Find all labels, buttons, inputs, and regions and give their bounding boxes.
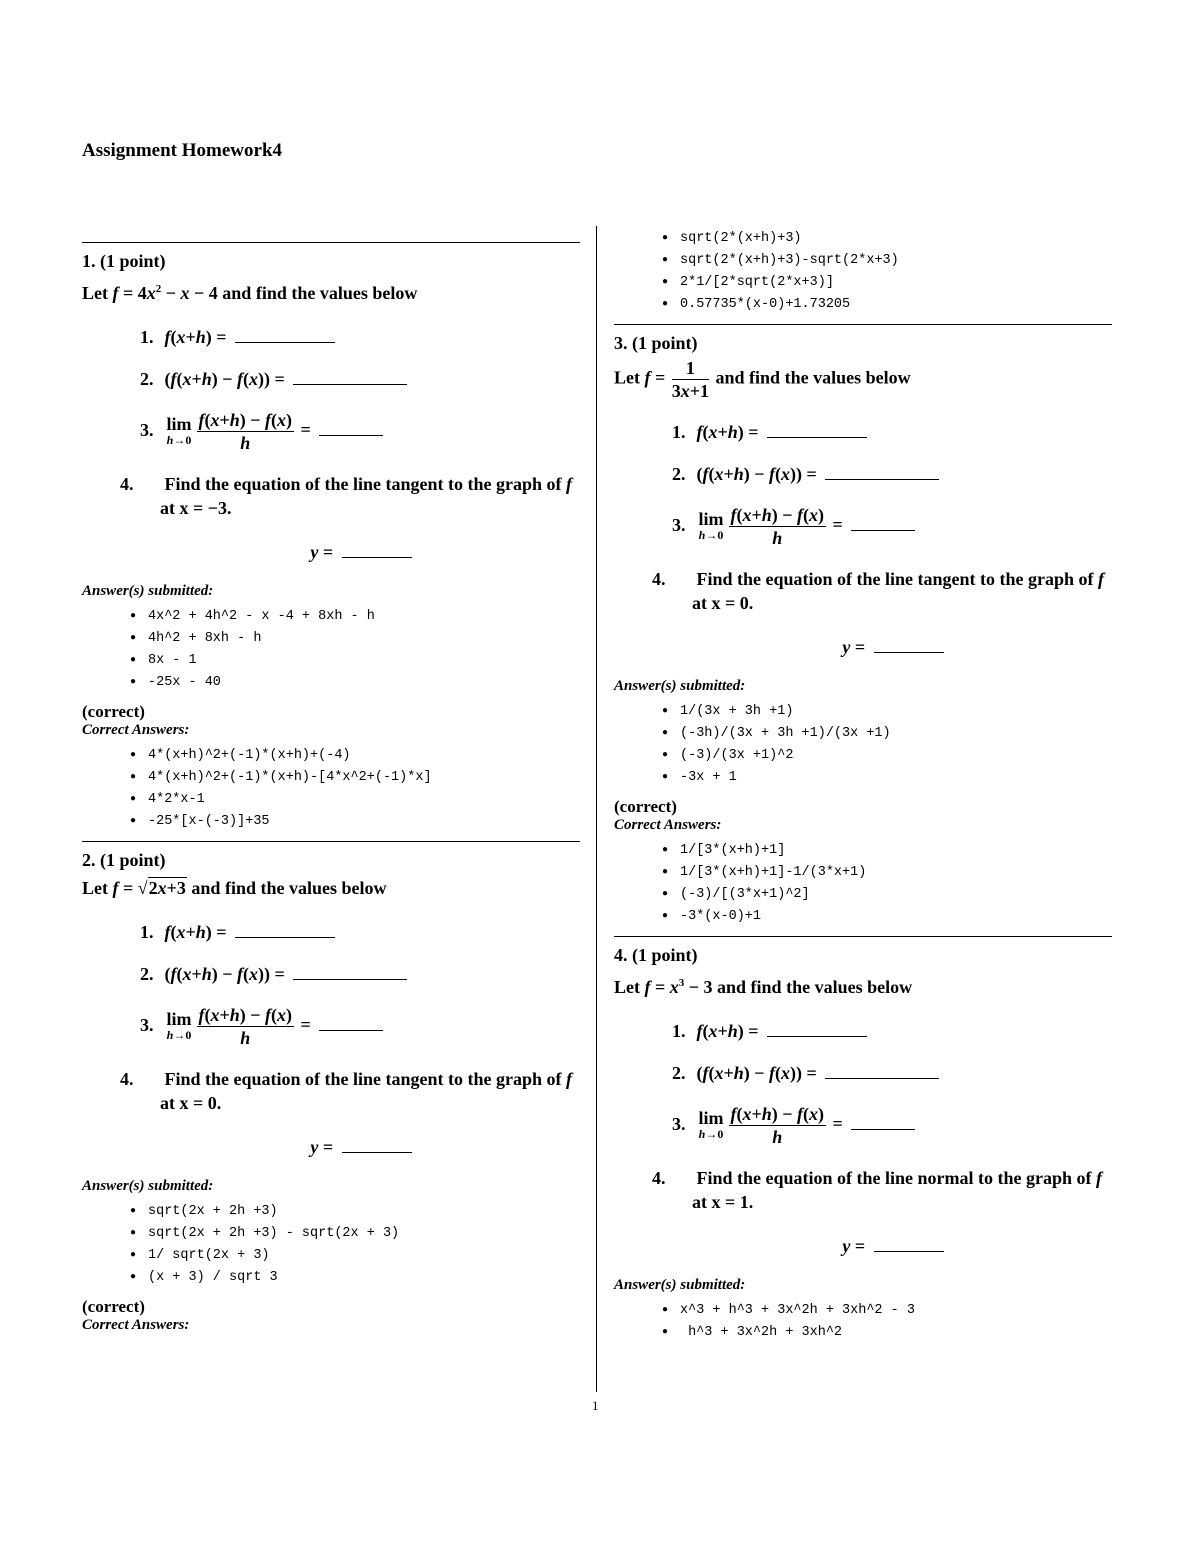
correct-answer: ● 1/[3*(x+h)+1] <box>662 840 1112 862</box>
submitted-answer: ● 4h^2 + 8xh - h <box>130 628 580 650</box>
part-2: 2. (f(x+h) − f(x)) = <box>140 962 580 986</box>
problem-header: 2. (1 point) <box>82 850 166 870</box>
column-divider <box>596 226 597 1392</box>
answer-blank <box>767 436 867 438</box>
submitted-answer: ● h^3 + 3x^2h + 3xh^2 <box>662 1322 1112 1344</box>
part-4: 4. Find the equation of the line tangent to the graph of f at x = −3. <box>120 474 573 518</box>
correct-answer: ● (-3)/[(3*x+1)^2] <box>662 884 1112 906</box>
correct-answer: ● -25*[x-(-3)]+35 <box>130 811 580 833</box>
status-label: (correct) <box>82 1297 145 1316</box>
submitted-answer: ● sqrt(2x + 2h +3) - sqrt(2x + 3) <box>130 1223 580 1245</box>
submitted-answer: ● sqrt(2x + 2h +3) <box>130 1201 580 1223</box>
correct-answer: ● 0.57735*(x-0)+1.73205 <box>662 294 1112 316</box>
correct-answers <box>614 228 1112 316</box>
part-1: 1. f(x+h) = <box>140 325 580 349</box>
correct-heading: Correct Answers: <box>614 817 722 833</box>
problem-2 <box>82 841 580 1334</box>
answer-blank <box>851 529 915 531</box>
correct-answer: ● sqrt(2*(x+h)+3) <box>662 228 1112 250</box>
part-3: 3. lim h→0 $\frac{f(x+h) - f(x)}{h}$ = <box>672 1103 1112 1148</box>
submitted-heading: Answer(s) submitted: <box>614 1277 746 1293</box>
submitted-answers <box>614 1300 1112 1344</box>
correct-answer: ● 4*(x+h)^2+(-1)*(x+h)+(-4) <box>130 745 580 767</box>
page-title: Assignment Homework4 <box>82 140 283 161</box>
correct-answers <box>614 840 1112 928</box>
y-answer-line: y = <box>82 1137 580 1158</box>
status-label: (correct) <box>82 702 145 721</box>
answer-blank <box>825 478 939 480</box>
correct-answer: ● sqrt(2*(x+h)+3)-sqrt(2*x+3) <box>662 250 1112 272</box>
y-answer-line: y = <box>82 542 580 563</box>
part-4: 4. Find the equation of the line tangent to the graph of f at x = 0. <box>120 1069 573 1113</box>
correct-answer: ● -3*(x-0)+1 <box>662 906 1112 928</box>
submitted-answers <box>614 701 1112 789</box>
answer-blank <box>319 434 383 436</box>
page-number: 1 <box>592 1398 599 1413</box>
correct-heading: Correct Answers: <box>82 1317 190 1333</box>
correct-answer: ● 2*1/[2*sqrt(2*x+3)] <box>662 272 1112 294</box>
submitted-answer: ● x^3 + h^3 + 3x^2h + 3xh^2 - 3 <box>662 1300 1112 1322</box>
submitted-answer: ● 1/(3x + 3h +1) <box>662 701 1112 723</box>
answer-blank <box>767 1035 867 1037</box>
problem-statement: Let $f = x^3 - 3$ and find the values below <box>614 977 913 997</box>
correct-answer: ● 4*2*x-1 <box>130 789 580 811</box>
question-parts <box>82 920 580 1115</box>
answer-blank <box>293 978 407 980</box>
submitted-answers <box>82 606 580 694</box>
part-2: 2. (f(x+h) − f(x)) = <box>140 367 580 391</box>
answer-blank <box>851 1128 915 1130</box>
problem-3 <box>614 324 1112 928</box>
problem-4 <box>614 936 1112 1344</box>
submitted-heading: Answer(s) submitted: <box>614 678 746 694</box>
correct-answers <box>82 745 580 833</box>
part-1: 1. f(x+h) = <box>672 420 1112 444</box>
problem-header: 3. (1 point) <box>614 333 698 353</box>
problem-statement: Let f = $\frac{1}{3x+1}$ and find the values below <box>614 358 911 401</box>
part-4: 4. Find the equation of the line tangent to the graph of f at x = 0. <box>652 569 1105 613</box>
part-3: 3. lim h→0 $\frac{f(x+h) - f(x)}{h}$ = <box>672 504 1112 549</box>
status-label: (correct) <box>614 797 677 816</box>
question-parts <box>614 420 1112 615</box>
answer-blank <box>293 383 407 385</box>
submitted-answer: ● 4x^2 + 4h^2 - x -4 + 8xh - h <box>130 606 580 628</box>
question-parts <box>82 325 580 520</box>
y-answer-line: y = <box>614 1236 1112 1257</box>
submitted-answer: ● -3x + 1 <box>662 767 1112 789</box>
submitted-heading: Answer(s) submitted: <box>82 583 214 599</box>
submitted-answer: ● (x + 3) / sqrt 3 <box>130 1267 580 1289</box>
submitted-answer: ● (-3)/(3x +1)^2 <box>662 745 1112 767</box>
problem-statement: Let $f = 4x^2 - x - 4$ and find the values below <box>82 283 418 303</box>
right-column <box>614 228 1112 1344</box>
part-1: 1. f(x+h) = <box>672 1019 1112 1043</box>
answer-blank <box>235 341 335 343</box>
part-2: 2. (f(x+h) − f(x)) = <box>672 462 1112 486</box>
problem-header: 1. (1 point) <box>82 251 166 271</box>
correct-answer: ● 4*(x+h)^2+(-1)*(x+h)-[4*x^2+(-1)*x] <box>130 767 580 789</box>
question-parts <box>614 1019 1112 1214</box>
correct-answer: ● 1/[3*(x+h)+1]-1/(3*x+1) <box>662 862 1112 884</box>
problem-statement: Let f = √2x+3 and find the values below <box>82 878 387 898</box>
submitted-answers <box>82 1201 580 1289</box>
answer-blank <box>235 936 335 938</box>
part-2: 2. (f(x+h) − f(x)) = <box>672 1061 1112 1085</box>
correct-heading: Correct Answers: <box>82 722 190 738</box>
submitted-answer: ● (-3h)/(3x + 3h +1)/(3x +1) <box>662 723 1112 745</box>
answer-blank <box>319 1029 383 1031</box>
problem-header: 4. (1 point) <box>614 945 698 965</box>
part-3: 3. lim h→0 $\frac{f(x+h) - f(x)}{h}$ = <box>140 409 580 454</box>
y-answer-line: y = <box>614 637 1112 658</box>
submitted-heading: Answer(s) submitted: <box>82 1178 214 1194</box>
submitted-answer: ● -25x - 40 <box>130 672 580 694</box>
submitted-answer: ● 8x - 1 <box>130 650 580 672</box>
answer-blank <box>825 1077 939 1079</box>
part-4: 4. Find the equation of the line normal to the graph of f at x = 1. <box>652 1168 1103 1212</box>
part-1: 1. f(x+h) = <box>140 920 580 944</box>
left-column <box>82 228 580 1334</box>
part-3: 3. lim h→0 $\frac{f(x+h) - f(x)}{h}$ = <box>140 1004 580 1049</box>
problem-1 <box>82 242 580 833</box>
submitted-answer: ● 1/ sqrt(2x + 3) <box>130 1245 580 1267</box>
